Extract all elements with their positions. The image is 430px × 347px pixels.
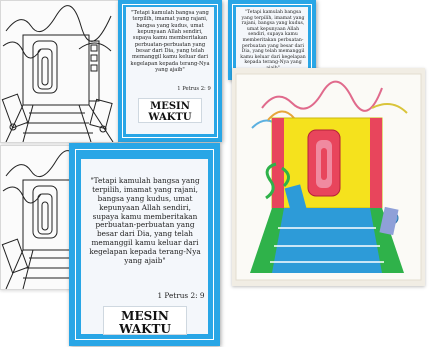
card-title: MESIN WAKTU: [103, 306, 187, 335]
verse-card-large: [69, 143, 220, 346]
card-title: MESIN WAKTU: [138, 98, 202, 123]
verse-text: "Tetapi kamulah bangsa yang terpilih, imamat yang rajani, bangsa yang kudus, umat kepunyaan Allah sendiri, supaya kamu memberitakan perbuatan-perbuatan yang besar dari Dia, yang telah memanggil kamu keluar dari kegelapan kepada terang-Nya yang: [240, 10, 306, 66]
verse-text: "Tetapi kamulah bangsa yang terpilih, imamat yang rajani, bangsa yang kudus, umat kepunyaan Allah sendiri, supaya kamu memberitakan perbuatan-perbuatan yang besar dari Dia, yang telah memanggil kamu keluar dari kegelapan kepada terang-Nya yang ajaib": [130, 10, 210, 74]
colored-time-machine: [232, 68, 425, 286]
time-machine-drawing: [1, 1, 118, 142]
verse-reference: 1 Petrus 2: 9: [177, 86, 211, 92]
verse-text: "Tetapi kamulah bangsa yang terpilih, imamat yang rajani, bangsa yang kudus, umat kepunyaan Allah sendiri, supaya kamu memberitakan perbuatan-perbuatan yang besar dari Dia, yang telah memanggil kamu keluar dari kegelapan kepada terang-Nya yang ajaib": [89, 176, 201, 266]
coloring-page-top: [0, 0, 119, 143]
colored-craft-photo: [232, 68, 425, 286]
verse-card-top-1: [118, 0, 222, 142]
verse-reference: 1 Petrus 2: 9: [157, 291, 205, 300]
